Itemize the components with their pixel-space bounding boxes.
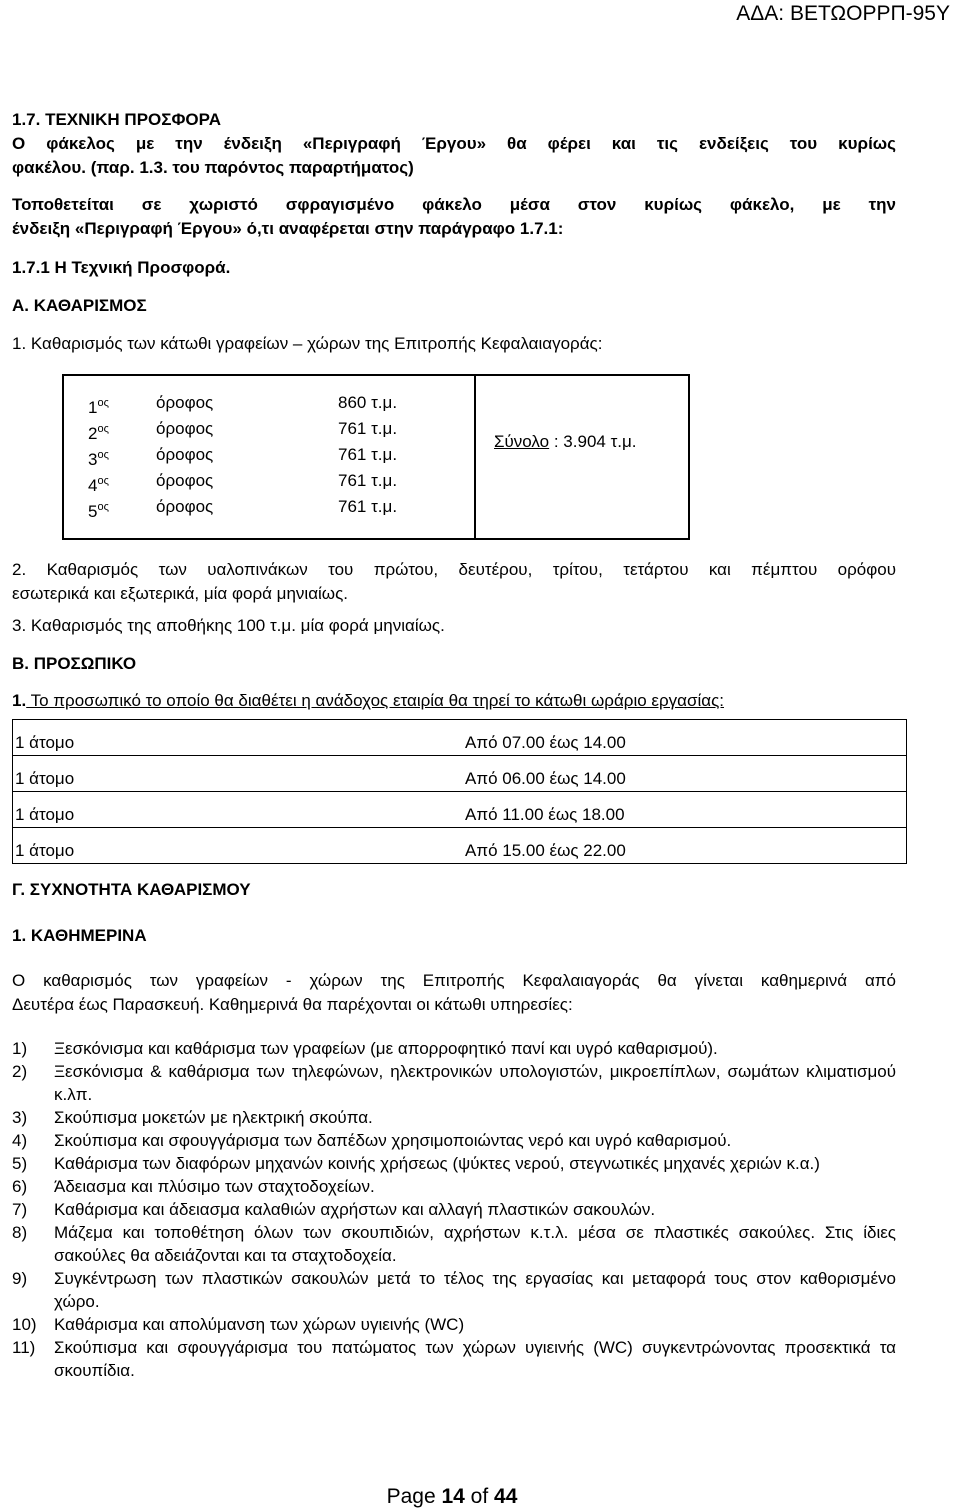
table-row [13,720,907,756]
intro-line-2-text: φακέλου. (παρ. 1.3. του παρόντος παραρτήματος) [12,158,414,177]
daily-intro-line-2: Δευτέρα έως Παρασκευή. Καθημερινά θα παρέχονται οι κάτωθι υπηρεσίες: [12,995,573,1014]
hours-cell: Από 07.00 έως 14.00 [463,720,907,756]
page-number: 14 [441,1485,465,1508]
hours-cell: Από 06.00 έως 14.00 [463,756,907,792]
list-item-text: Καθάρισμα και άδειασμα καλαθιών αχρήστων και αλλαγή πλαστικών σακουλών. [54,1200,656,1219]
page-mid: of [464,1485,495,1508]
list-item [12,1106,896,1129]
list-item [12,1198,896,1221]
page-prefix: Page [386,1485,442,1508]
staff-cell: 1 άτομο [13,756,464,792]
table-row [13,828,907,864]
list-item-text: Σκούπισμα μοκετών με ηλεκτρική σκούπα. [54,1108,373,1127]
list-item-number: 4) [12,1131,28,1150]
floor-label: όροφος [156,497,214,516]
floor-area: 761 τ.μ. [338,497,398,516]
list-item-text: Ξεσκόνισμα & καθάρισμα των τηλεφώνων, ηλεκτρονικών υπολογιστών, μικροεπίπλων, σωμάτων κλιματισμού κ.λπ. [54,1062,896,1104]
item-a3: 3. Καθαρισμός της αποθήκης 100 τ.μ. μία φορά μηνιαίως. [12,616,445,635]
page-total: 44 [494,1485,518,1508]
list-item [12,1336,896,1382]
list-item-number: 3) [12,1108,28,1127]
floor-number: $5^{o\varsigma}$ [88,501,109,521]
list-item-text: Σκούπισμα και σφουγγάρισμα του πατώματος των χώρων υγιεινής (WC) συγκεντρώνοντας προσεκτικά τα σκουπίδια. [54,1338,896,1380]
floor-number: $2^{o\varsigma}$ [88,423,109,443]
box-divider [474,376,476,538]
total-label: Σύνολο [494,432,550,451]
list-item [12,1037,896,1060]
intro-line-1: Ο φάκελος με την ένδειξη «Περιγραφή Έργου» θα φέρει και τις ενδείξεις του κυρίως [12,134,896,153]
list-item-number: 7) [12,1200,28,1219]
list-item [12,1313,896,1336]
table-row [13,792,907,828]
daily-intro-line-1: Ο καθαρισμός των γραφείων - χώρων της Επιτροπής Κεφαλαιαγοράς θα γίνεται καθημερινά από [12,971,896,990]
list-item-number: 10) [12,1315,37,1334]
ada-code: ΑΔΑ: ΒΕΤΩΟΡΡΠ-95Υ [736,2,950,25]
table-row [13,756,907,792]
intro-line-2 [12,156,896,180]
hours-cell: Από 11.00 έως 18.00 [463,792,907,828]
list-item [12,1175,896,1198]
list-item-number: 5) [12,1154,28,1173]
placement-line-2: ένδειξη «Περιγραφή Έργου» ό,τι αναφέρεται στην παράγραφο 1.7.1: [12,219,564,238]
total-value: : 3.904 τ.μ. [549,432,637,451]
item-b1-number: 1. [12,691,27,710]
section-title: 1.7. ΤΕΧΝΙΚΗ ΠΡΟΣΦΟΡΑ [12,110,221,129]
staff-cell: 1 άτομο [13,720,464,756]
floor-area: 761 τ.μ. [338,419,398,438]
section-b-title: Β. ΠΡΟΣΩΠΙΚΟ [12,654,137,673]
list-item-text: Ξεσκόνισμα και καθάρισμα των γραφείων (με απορροφητικό πανί και υγρό καθαρισμού). [54,1039,718,1058]
item-b1 [12,689,896,713]
subsection-title: 1.7.1 Η Τεχνική Προσφορά. [12,258,231,277]
list-item-number: 1) [12,1039,28,1058]
section-c-title: Γ. ΣΥΧΝΟΤΗΤΑ ΚΑΘΑΡΙΣΜΟΥ [12,880,251,899]
list-item-number: 2) [12,1062,28,1081]
daily-title: 1. ΚΑΘΗΜΕΡΙΝΑ [12,926,147,945]
total-area [494,432,637,452]
list-item [12,1221,896,1267]
list-item-text: Συγκέντρωση των πλαστικών σακουλών μετά το τέλος της εργασίας και μεταφορά τους στον καθορισμένο χώρο. [54,1269,896,1311]
item-a2-line-1: 2. Καθαρισμός των υαλοπινάκων του πρώτου, δευτέρου, τρίτου, τετάρτου και πέμπτου ορόφου [12,560,896,579]
list-item-text: Καθάρισμα των διαφόρων μηχανών κοινής χρήσεως (ψύκτες νερού, στεγνωτικές μηχανές χεριών κ.α.) [54,1154,820,1173]
placement-line-1: Τοποθετείται σε χωριστό σφραγισμένο φάκελο μέσα στον κυρίως φάκελο, με την [12,195,896,214]
floor-label: όροφος [156,419,214,438]
document-page [12,108,896,1382]
list-item [12,1267,896,1313]
list-item-number: 9) [12,1269,28,1288]
floor-label: όροφος [156,471,214,490]
work-schedule-table [12,719,907,864]
section-a-title: Α. ΚΑΘΑΡΙΣΜΟΣ [12,296,147,315]
list-item-number: 8) [12,1223,28,1242]
list-item [12,1152,896,1175]
floor-label: όροφος [156,445,214,464]
floor-area-box [62,374,690,540]
list-item-text: Καθάρισμα και απολύμανση των χώρων υγιεινής (WC) [54,1315,465,1334]
list-item-text: Σκούπισμα και σφουγγάρισμα των δαπέδων χρησιμοποιώντας νερό και υγρό καθαρισμού. [54,1131,732,1150]
floor-area: 761 τ.μ. [338,471,398,490]
list-item-text: Άδειασμα και πλύσιμο των σταχτοδοχείων. [54,1177,375,1196]
floor-label: όροφος [156,393,214,412]
staff-cell: 1 άτομο [13,792,464,828]
list-item-number: 6) [12,1177,28,1196]
page-footer [0,1485,904,1509]
list-item-text: Μάζεμα και τοποθέτηση όλων των σκουπιδιών, αχρήστων κ.τ.λ. μέσα σε πλαστικές σακούλες. Στις ίδιες σακούλες θα αδειάζονται και τα σταχτοδοχεία. [54,1223,896,1265]
item-a2-line-2: εσωτερικά και εξωτερικά, μία φορά μηνιαίως. [12,584,348,603]
floor-number: $3^{o\varsigma}$ [88,449,109,469]
floor-number: $4^{o\varsigma}$ [88,475,109,495]
services-list [12,1037,896,1382]
list-item [12,1129,896,1152]
staff-cell: 1 άτομο [13,828,464,864]
item-b1-text: Το προσωπικό το οποίο θα διαθέτει η ανάδοχος εταιρία θα τηρεί το κάτωθι ωράριο εργασίας: [26,691,724,710]
item-a1: 1. Καθαρισμός των κάτωθι γραφείων – χώρων της Επιτροπής Κεφαλαιαγοράς: [12,334,603,353]
floor-area: 761 τ.μ. [338,445,398,464]
list-item-number: 11) [12,1338,36,1357]
floor-area: 860 τ.μ. [338,393,398,412]
list-item [12,1060,896,1106]
floor-number: $1^{o\varsigma}$ [88,397,109,417]
hours-cell: Από 15.00 έως 22.00 [463,828,907,864]
